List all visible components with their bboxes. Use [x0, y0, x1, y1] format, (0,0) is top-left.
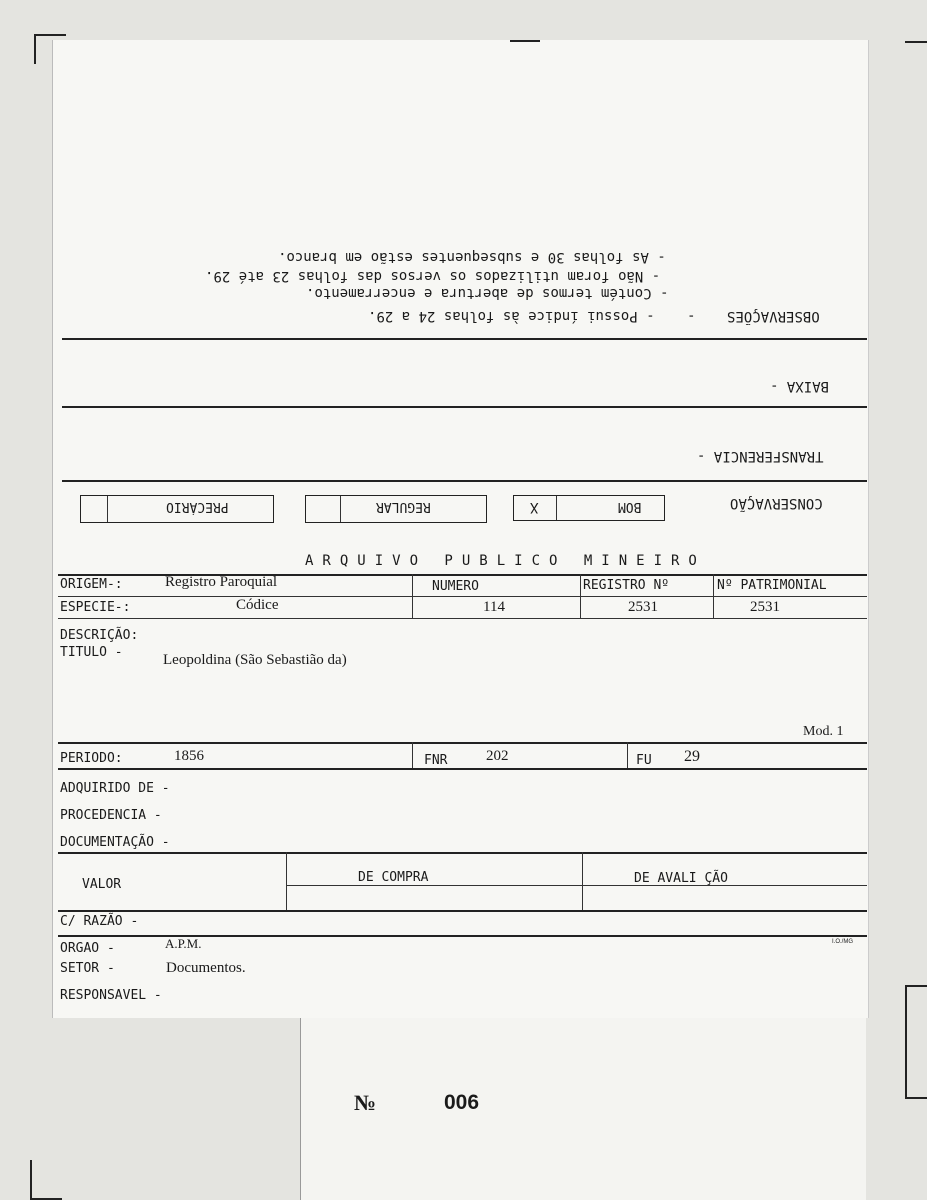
rule-observacoes [62, 338, 867, 340]
adquirido-label: ADQUIRIDO DE - [60, 781, 170, 796]
observacao-line-2: - Contém termos de abertura e encerramento. [306, 285, 669, 301]
crop-mark-right-bracket [905, 985, 927, 1099]
numero-label: NUMERO [432, 579, 479, 594]
crop-mark-top-left [34, 34, 66, 64]
rule-valor-top [58, 852, 867, 854]
crop-mark-top-right [905, 41, 927, 43]
observacao-line-4: - As folhas 30 e subsequentes estão em branco. [278, 249, 666, 265]
rule-valor-bottom [58, 910, 867, 912]
documentacao-label: DOCUMENTAÇÃO - [60, 835, 170, 850]
rule-periodo-top [58, 742, 867, 744]
patrimonial-value: 2531 [750, 599, 780, 615]
transferencia-label: TRANSFERENCIA - [697, 448, 824, 464]
rule-transferencia [62, 480, 867, 482]
checkbox-precario[interactable] [80, 495, 274, 523]
number-value: 006 [444, 1091, 480, 1114]
setor-value: Documentos. [166, 960, 246, 976]
registro-value: 2531 [628, 599, 658, 615]
fu-label: FU [636, 753, 652, 768]
valor-label: VALOR [82, 877, 122, 892]
titulo-label: TITULO - [60, 645, 123, 660]
periodo-value: 1856 [174, 748, 204, 764]
crop-mark-top-center [510, 40, 540, 42]
baixa-label: BAIXA - [770, 378, 830, 394]
regular-label: REGULAR [376, 499, 431, 514]
origem-value: Registro Paroquial [165, 574, 278, 590]
registro-label: REGISTRO Nº [583, 578, 670, 593]
bom-label: BOM [618, 499, 642, 514]
observacoes-label: OBSERVAÇÕES [727, 308, 820, 324]
procedencia-label: PROCEDENCIA - [60, 808, 162, 823]
fnr-value: 202 [486, 748, 509, 764]
de-avaliacao-label: DE AVALI ÇÃO [634, 871, 728, 886]
crop-mark-bottom-left [30, 1160, 62, 1200]
precario-label: PRECÁRIO [166, 499, 229, 514]
observacoes-dash: - [687, 308, 696, 324]
especie-value: Códice [236, 597, 279, 613]
bom-check-mark: X [530, 499, 539, 515]
institution-title: ARQUIVO PUBLICO MINEIRO [305, 553, 706, 569]
fnr-label: FNR [424, 753, 448, 768]
checkbox-bom[interactable] [513, 495, 665, 521]
observacao-line-1: - Possui índice às folhas 24 a 29. [368, 308, 655, 324]
checkbox-regular[interactable] [305, 495, 487, 523]
record-card [52, 40, 869, 1018]
especie-label: ESPECIE-: [60, 600, 131, 615]
conservacao-label: CONSERVAÇÃO [730, 495, 823, 511]
fu-value: 29 [684, 748, 700, 765]
setor-label: SETOR - [60, 961, 115, 976]
rule-baixa [62, 406, 867, 408]
number-symbol: № [354, 1090, 377, 1115]
periodo-label: PERIODO: [60, 751, 123, 766]
imprint-mark: I.O./MG [832, 939, 853, 945]
orgao-label: ORGAO - [60, 941, 115, 956]
de-compra-label: DE COMPRA [358, 870, 429, 885]
responsavel-label: RESPONSAVEL - [60, 988, 162, 1003]
titulo-value: Leopoldina (São Sebastião da) [163, 652, 347, 668]
mod-label: Mod. 1 [803, 724, 844, 739]
rule-periodo-bottom [58, 768, 867, 770]
lower-sheet [300, 1018, 866, 1200]
orgao-value: A.P.M. [165, 936, 202, 951]
patrimonial-label: Nº PATRIMONIAL [717, 578, 827, 593]
descricao-label: DESCRIÇÃO: [60, 628, 139, 643]
observacao-line-3: - Não foram utilizados os versos das folhas 23 até 29. [205, 268, 661, 284]
origem-label: ORIGEM-: [60, 577, 123, 592]
razao-label: C/ RAZÃO - [60, 914, 139, 929]
numero-value: 114 [483, 599, 505, 615]
